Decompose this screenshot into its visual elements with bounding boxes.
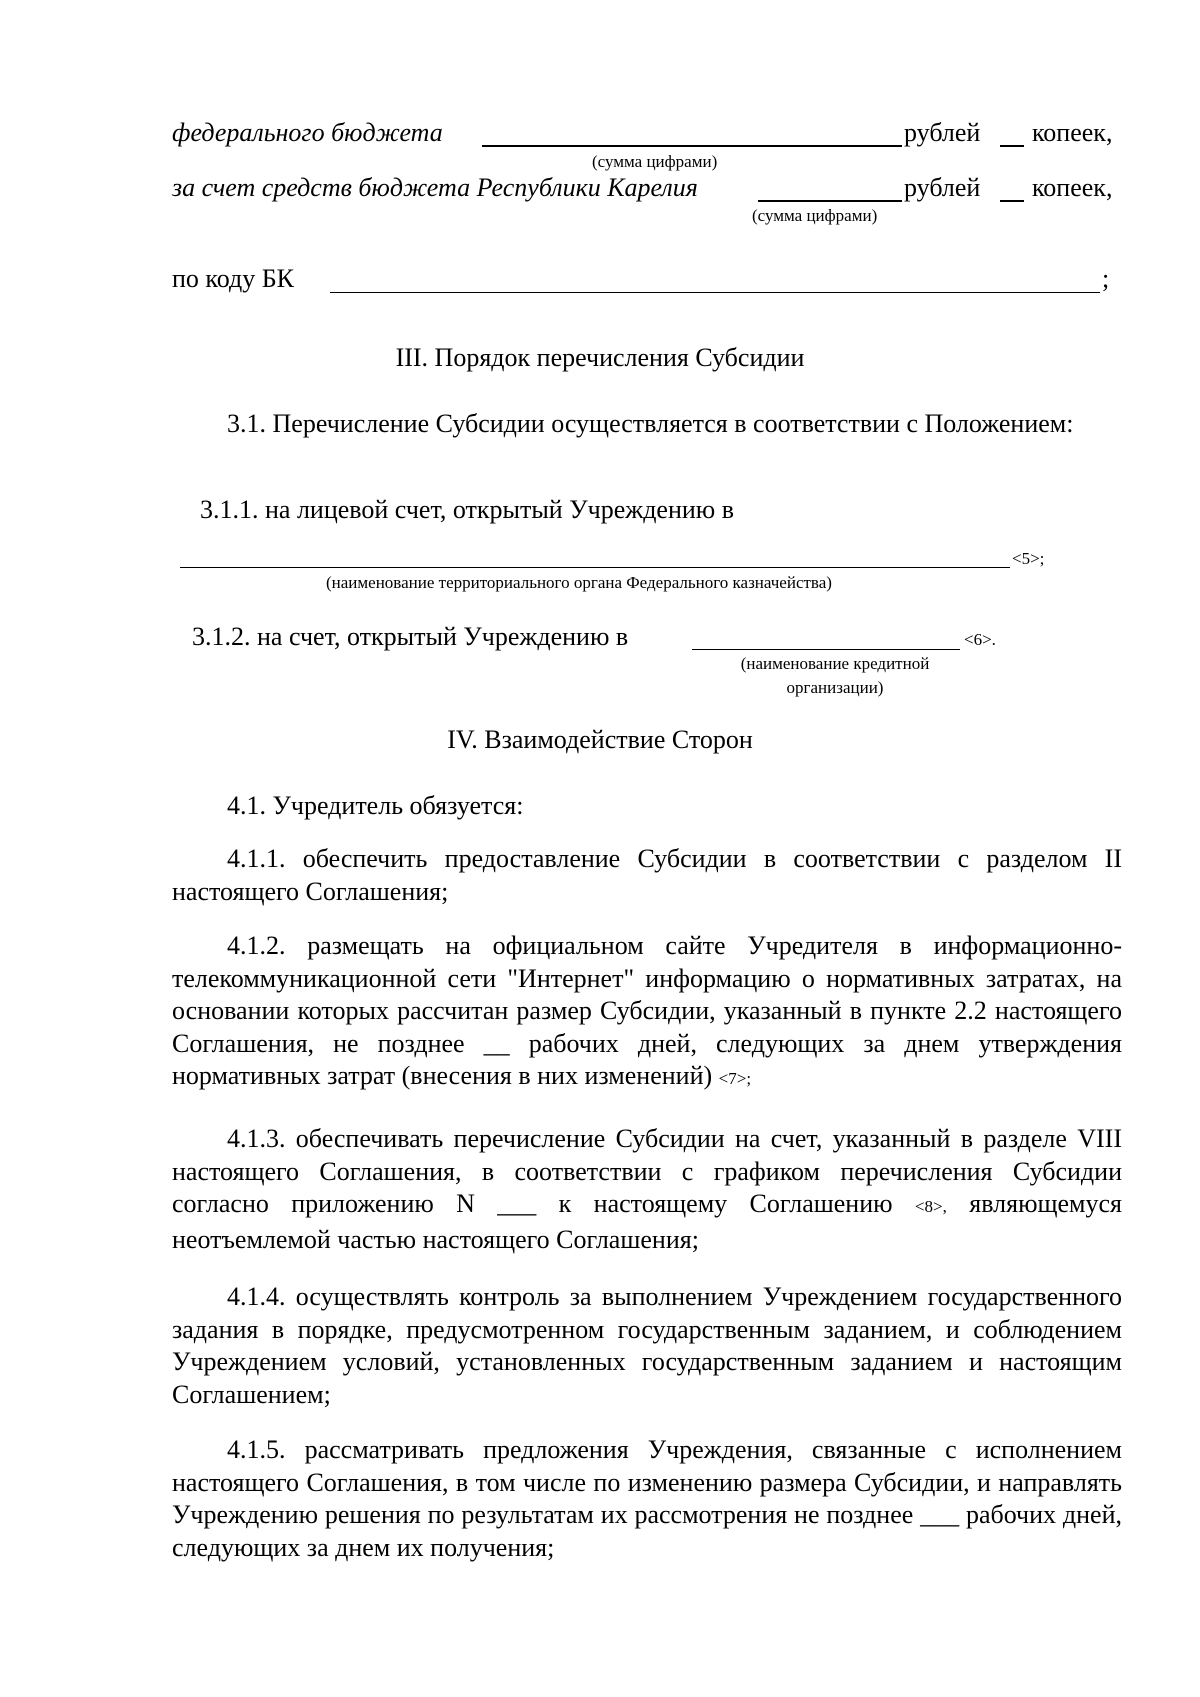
paragraph-4-1-4 [172, 1281, 1122, 1411]
karelia-kopecks-label: копеек, [1032, 173, 1113, 202]
karelia-sum-field[interactable] [758, 200, 902, 202]
federal-sum-caption: (сумма цифрами) [592, 152, 718, 171]
budget-code-end: ; [1102, 264, 1110, 293]
footnote-ref-5: <5>; [1012, 549, 1045, 568]
paragraph-4-1-1-text: 4.1.1. обеспечить предоставление Субсидии в соответствии с разделом II настоящего Соглашения; [172, 844, 1122, 906]
footnote-ref-8: <8>, [914, 1197, 947, 1216]
paragraph-4-1-1 [172, 843, 1122, 908]
karelia-sum-caption: (сумма цифрами) [752, 206, 878, 225]
federal-kopecks-label: копеек, [1032, 118, 1113, 147]
paragraph-4-1-3 [172, 1123, 1122, 1256]
karelia-kopecks-field[interactable] [1000, 200, 1024, 202]
federal-kopecks-field[interactable] [1000, 145, 1024, 147]
treasury-caption: (наименование территориального органа Федерального казначейства) [326, 573, 832, 592]
paragraph-4-1-4-text: 4.1.4. осуществлять контроль за выполнением Учреждением государственного задания в порядке, предусмотренном государственным заданием, и соблюдением Учреждением условий, установленных государственным заданием и настоящим Соглашением; [172, 1282, 1122, 1409]
paragraph-3-1-2: 3.1.2. на счет, открытый Учреждению в [192, 622, 629, 651]
federal-rubles-label: рублей [904, 118, 981, 147]
credit-org-caption-2: организации) [786, 678, 884, 697]
paragraph-3-1 [172, 408, 1122, 441]
federal-budget-label: федерального бюджета [172, 118, 443, 147]
paragraph-4-1-3-text: 4.1.3. обеспечивать перечисление Субсидии на счет, указанный в разделе VIII настоящего Соглашения, в соответствии с графиком перечисления Субсидии согласно приложению N ___ к настоящему Соглашению [172, 1124, 1122, 1218]
credit-org-caption-1: (наименование кредитной [740, 654, 930, 673]
footnote-ref-6: <6>. [964, 630, 996, 649]
paragraph-4-1-5-text: 4.1.5. рассматривать предложения Учреждения, связанные с исполнением настоящего Соглашения, в том числе по изменению размера Субсидии, и направлять Учреждению решения по результатам их рассмотрения не позднее ___ рабочих дней, следующих за днем их получения; [172, 1435, 1122, 1562]
credit-org-field[interactable] [692, 649, 960, 650]
karelia-rubles-label: рублей [904, 173, 981, 202]
paragraph-3-1-text: 3.1. Перечисление Субсидии осуществляется в соответствии с Положением: [227, 409, 1074, 438]
budget-code-field[interactable] [330, 292, 1100, 293]
treasury-name-field[interactable] [180, 567, 1010, 568]
paragraph-4-1-5 [172, 1434, 1122, 1564]
budget-code-label: по коду БК [172, 264, 294, 293]
paragraph-4-1-3-tail: являющемуся неотъемлемой частью настоящего Соглашения; [172, 1189, 1123, 1254]
paragraph-4-1: 4.1. Учредитель обязуется: [227, 791, 524, 820]
section-3-heading: III. Порядок перечисления Субсидии [395, 343, 805, 372]
paragraph-4-1-2-text: 4.1.2. размещать на официальном сайте Учредителя в информационно-телекоммуникационной сети "Интернет" информацию о нормативных затратах, на основании которых рассчитан размер Субсидии, указанный в пункте 2.2 настоящего Соглашения, не позднее __ рабочих дней, следующих за днем утверждения нормативных затрат (внесения в них изменений) [172, 931, 1122, 1090]
karelia-budget-label: за счет средств бюджета Республики Карелия [172, 173, 698, 202]
federal-sum-field[interactable] [482, 145, 902, 147]
section-4-heading: IV. Взаимодействие Сторон [447, 725, 753, 754]
paragraph-4-1-2 [172, 930, 1122, 1096]
paragraph-3-1-1: 3.1.1. на лицевой счет, открытый Учреждению в [200, 495, 735, 524]
footnote-ref-7: <7>; [718, 1069, 752, 1088]
